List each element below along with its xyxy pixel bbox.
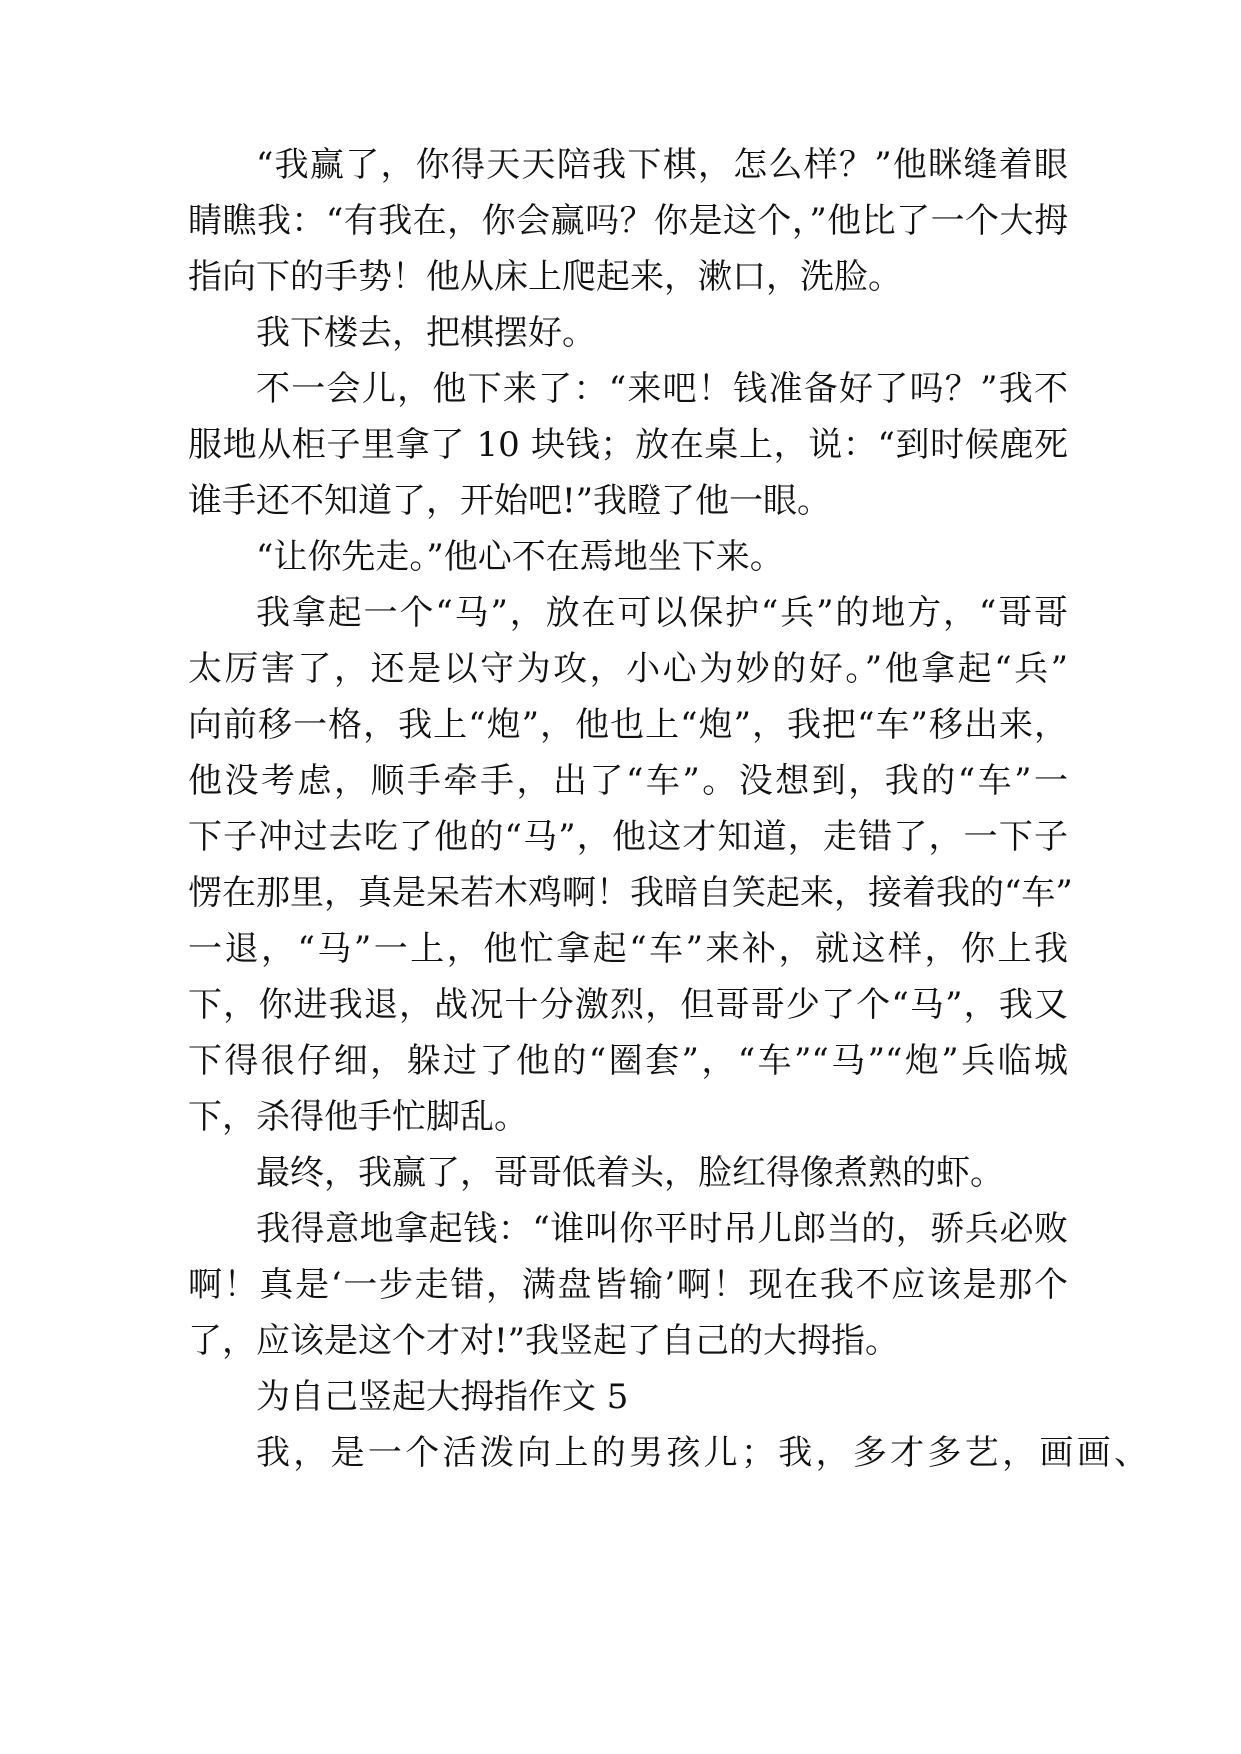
text-line: 了，应该是这个才对!”我竖起了自己的大拇指。 <box>188 1321 900 1361</box>
text-line: 不一会儿，他下来了：“来吧！钱准备好了吗？”我不 <box>256 369 1068 409</box>
text-line: “让你先走。”他心不在焉地坐下来。 <box>256 537 784 577</box>
section-heading: 为自己竖起大拇指作文 5 <box>256 1377 629 1417</box>
text-line: 我拿起一个“马”，放在可以保护“兵”的地方，“哥哥 <box>256 593 1068 633</box>
text-line: 服地从柜子里拿了 10 块钱；放在桌上，说：“到时候鹿死 <box>188 425 1068 465</box>
text-line: 我，是一个活泼向上的男孩儿；我，多才多艺，画画、 <box>256 1433 1148 1473</box>
text-line: 最终，我赢了，哥哥低着头，脸红得像煮熟的虾。 <box>256 1153 1004 1193</box>
text-line: 下得很仔细，躲过了他的“圈套”，“车”“马”“炮”兵临城 <box>188 1041 1068 1081</box>
text-line: 我下楼去，把棋摆好。 <box>256 313 596 353</box>
text-line: 愣在那里，真是呆若木鸡啊！我暗自笑起来，接着我的“车” <box>188 873 1073 913</box>
text-line: 下，你进我退，战况十分激烈，但哥哥少了个“马”，我又 <box>188 985 1068 1025</box>
text-line: 一退，“马”一上，他忙拿起“车”来补，就这样，你上我 <box>188 929 1068 969</box>
text-line: 指向下的手势！他从床上爬起来，漱口，洗脸。 <box>188 257 902 297</box>
text-line: 下，杀得他手忙脚乱。 <box>188 1097 528 1137</box>
text-line: 谁手还不知道了，开始吧!”我瞪了他一眼。 <box>188 481 832 521</box>
text-line: 我得意地拿起钱：“谁叫你平时吊儿郎当的，骄兵必败 <box>256 1209 1068 1249</box>
text-line: 睛瞧我：“有我在，你会赢吗？你是这个，”他比了一个大拇 <box>188 201 1068 241</box>
text-line: 向前移一格，我上“炮”，他也上“炮”，我把“车”移出来， <box>188 705 1068 745</box>
text-line: 下子冲过去吃了他的“马”，他这才知道，走错了，一下子 <box>188 817 1068 857</box>
text-line: 他没考虑，顺手牵手，出了“车”。没想到，我的“车”一 <box>188 761 1068 801</box>
text-line: 太厉害了，还是以守为攻，小心为妙的好。”他拿起“兵” <box>188 649 1068 689</box>
text-line: “我赢了，你得天天陪我下棋，怎么样？”他眯缝着眼 <box>256 145 1068 185</box>
text-line: 啊！真是‘一步走错，满盘皆输’啊！现在我不应该是那个 <box>188 1265 1068 1305</box>
